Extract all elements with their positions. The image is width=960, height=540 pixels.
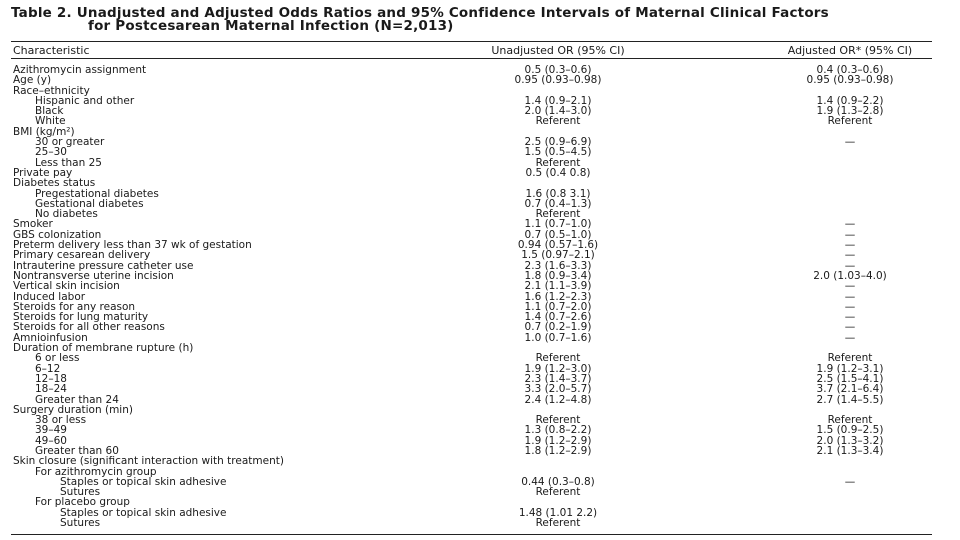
table-title-line-1: Table 2. Unadjusted and Adjusted Odds Ratios and 95% Confidence Intervals of Maternal Clinical Factors: [11, 5, 829, 21]
row-label: Surgery duration (min): [13, 403, 133, 416]
unadjusted-or-cell: 1.5 (0.97–2.1): [521, 249, 595, 262]
unadjusted-or-cell: 2.3 (1.4–3.7): [524, 372, 592, 385]
table-row: [0, 477, 960, 487]
table-row: [0, 384, 960, 394]
unadjusted-or-cell: 0.7 (0.5–1.0): [524, 228, 592, 241]
table-row: [0, 487, 960, 497]
adjusted-or-cell: 3.7 (2.1–6.4): [816, 383, 884, 396]
adjusted-or-cell: —: [844, 321, 856, 334]
unadjusted-or-cell: Referent: [535, 517, 581, 530]
adjusted-or-cell: 2.7 (1.4–5.5): [816, 393, 884, 406]
table-row: [0, 436, 960, 446]
row-label: Skin closure (significant interaction with treatment): [13, 455, 284, 468]
table-row: [0, 96, 960, 106]
table-row: [0, 271, 960, 281]
row-label: Gestational diabetes: [35, 197, 144, 210]
unadjusted-or-cell: 2.0 (1.4–3.0): [524, 105, 592, 118]
unadjusted-or-cell: 1.4 (0.9–2.1): [524, 94, 592, 107]
adjusted-or-cell: 1.5 (0.9–2.5): [816, 424, 884, 437]
table-row: [0, 405, 960, 415]
table-row: [0, 106, 960, 116]
adjusted-or-cell: Referent: [827, 414, 873, 427]
table-row: [0, 127, 960, 137]
table-row: [0, 189, 960, 199]
row-label: Private pay: [13, 166, 73, 179]
unadjusted-or-cell: 1.6 (0.8 3.1): [525, 187, 591, 200]
table-row: [0, 508, 960, 518]
row-label: Age (y): [13, 74, 52, 87]
row-label: 39–49: [35, 424, 67, 437]
adjusted-or-cell: 1.9 (1.3–2.8): [816, 105, 884, 118]
unadjusted-or-cell: 0.5 (0.4 0.8): [525, 166, 591, 179]
adjusted-or-cell: 0.95 (0.93–0.98): [806, 74, 894, 87]
row-label: Steroids for all other reasons: [13, 321, 165, 334]
unadjusted-or-cell: 0.44 (0.3–0.8): [521, 475, 595, 488]
row-label: Race–ethnicity: [13, 84, 90, 97]
table-row: [0, 209, 960, 219]
unadjusted-or-cell: Referent: [535, 486, 581, 499]
row-label: White: [35, 115, 66, 128]
adjusted-or-cell: 1.4 (0.9–2.2): [816, 94, 884, 107]
table-row: [0, 86, 960, 96]
adjusted-or-cell: —: [844, 475, 856, 488]
row-label: Greater than 60: [35, 444, 119, 457]
unadjusted-or-cell: 0.95 (0.93–0.98): [514, 74, 602, 87]
adjusted-or-cell: —: [844, 228, 856, 241]
table-body: [0, 65, 960, 528]
table-row: [0, 75, 960, 85]
table-row: [0, 343, 960, 353]
table-row: [0, 292, 960, 302]
table-row: [0, 322, 960, 332]
row-label: Intrauterine pressure catheter use: [13, 259, 194, 272]
row-label: Primary cesarean delivery: [13, 249, 151, 262]
adjusted-or-cell: 0.4 (0.3–0.6): [816, 64, 884, 76]
unadjusted-or-cell: 1.4 (0.7–2.6): [524, 311, 592, 324]
unadjusted-or-cell: 1.8 (0.9–3.4): [524, 269, 592, 282]
table-row: [0, 116, 960, 126]
table-bottom-rule: [11, 534, 932, 535]
table-row: [0, 353, 960, 363]
column-header-unadjusted: Unadjusted OR (95% CI): [491, 44, 625, 57]
row-label: Steroids for lung maturity: [13, 311, 149, 324]
adjusted-or-cell: —: [844, 300, 856, 313]
header-top-rule: [11, 41, 932, 42]
row-label: 49–60: [35, 434, 67, 447]
adjusted-or-cell: 2.1 (1.3–3.4): [816, 444, 884, 457]
column-header-characteristic: Characteristic: [13, 44, 90, 57]
adjusted-or-cell: —: [844, 136, 856, 149]
unadjusted-or-cell: 1.9 (1.2–3.0): [524, 362, 592, 375]
unadjusted-or-cell: Referent: [535, 156, 581, 169]
row-label: Pregestational diabetes: [35, 187, 159, 200]
row-label: Less than 25: [35, 156, 102, 169]
adjusted-or-cell: —: [844, 259, 856, 272]
adjusted-or-cell: —: [844, 311, 856, 324]
row-label: Hispanic and other: [35, 94, 135, 107]
unadjusted-or-cell: 0.94 (0.57–1.6): [517, 239, 599, 252]
row-label: Diabetes status: [13, 177, 96, 190]
table-title-line-2: for Postcesarean Maternal Infection (N=2,013): [88, 18, 454, 34]
unadjusted-or-cell: 1.1 (0.7–1.0): [524, 218, 592, 231]
table-row: [0, 281, 960, 291]
row-label: 30 or greater: [35, 136, 105, 149]
unadjusted-or-cell: 2.3 (1.6–3.3): [524, 259, 592, 272]
adjusted-or-cell: Referent: [827, 115, 873, 128]
table-row: [0, 219, 960, 229]
row-label: GBS colonization: [13, 228, 102, 241]
unadjusted-or-cell: 2.5 (0.9–6.9): [524, 136, 592, 149]
row-label: 12–18: [35, 372, 67, 385]
table-row: [0, 158, 960, 168]
adjusted-or-cell: —: [844, 239, 856, 252]
row-label: No diabetes: [35, 208, 98, 221]
unadjusted-or-cell: Referent: [535, 414, 581, 427]
row-label: Induced labor: [13, 290, 86, 303]
adjusted-or-cell: —: [844, 331, 856, 344]
row-label: 38 or less: [35, 414, 87, 427]
row-label: Steroids for any reason: [13, 300, 136, 313]
adjusted-or-cell: —: [844, 218, 856, 231]
adjusted-or-cell: Referent: [827, 352, 873, 365]
unadjusted-or-cell: Referent: [535, 115, 581, 128]
adjusted-or-cell: —: [844, 290, 856, 303]
table-row: [0, 364, 960, 374]
column-header-adjusted: Adjusted OR* (95% CI): [787, 44, 913, 57]
adjusted-or-cell: 2.5 (1.5–4.1): [816, 372, 884, 385]
row-label: Black: [35, 105, 64, 118]
row-label: For placebo group: [35, 496, 130, 509]
table-title: [11, 7, 946, 33]
row-label: Greater than 24: [35, 393, 119, 406]
row-label: Amnioinfusion: [13, 331, 88, 344]
unadjusted-or-cell: 1.48 (1.01 2.2): [518, 506, 598, 519]
table-row: [0, 374, 960, 384]
adjusted-or-cell: 2.0 (1.03–4.0): [813, 269, 887, 282]
table-row: [0, 425, 960, 435]
row-label: Sutures: [60, 486, 101, 499]
table-row: [0, 147, 960, 157]
table-row: [0, 168, 960, 178]
row-label: Preterm delivery less than 37 wk of gestation: [13, 239, 252, 252]
row-label: Staples or topical skin adhesive: [60, 475, 227, 488]
unadjusted-or-cell: 1.1 (0.7–2.0): [524, 300, 592, 313]
row-label: For azithromycin group: [35, 465, 157, 478]
adjusted-or-cell: —: [844, 249, 856, 262]
unadjusted-or-cell: 1.6 (1.2–2.3): [524, 290, 592, 303]
unadjusted-or-cell: 0.7 (0.4–1.3): [524, 197, 592, 210]
header-bottom-rule: [11, 58, 932, 59]
row-label: BMI (kg/m²): [13, 125, 75, 138]
table-row: [0, 395, 960, 405]
row-label: Azithromycin assignment: [13, 64, 147, 76]
row-label: 6–12: [35, 362, 61, 375]
adjusted-or-cell: 2.0 (1.3–3.2): [816, 434, 884, 447]
unadjusted-or-cell: 1.8 (1.2–2.9): [524, 444, 592, 457]
unadjusted-or-cell: Referent: [535, 208, 581, 221]
row-label: Nontransverse uterine incision: [13, 269, 174, 282]
unadjusted-or-cell: 0.7 (0.2–1.9): [524, 321, 592, 334]
adjusted-or-cell: —: [844, 280, 856, 293]
row-label: Duration of membrane rupture (h): [13, 342, 194, 355]
table-row: [0, 137, 960, 147]
unadjusted-or-cell: 2.1 (1.1–3.9): [524, 280, 592, 293]
unadjusted-or-cell: Referent: [535, 352, 581, 365]
adjusted-or-cell: 1.9 (1.2–3.1): [816, 362, 884, 375]
row-label: Vertical skin incision: [13, 280, 120, 293]
table-row: [0, 518, 960, 528]
unadjusted-or-cell: 2.4 (1.2–4.8): [524, 393, 592, 406]
unadjusted-or-cell: 1.0 (0.7–1.6): [524, 331, 592, 344]
row-label: Sutures: [60, 517, 101, 530]
unadjusted-or-cell: 1.5 (0.5–4.5): [524, 146, 592, 159]
unadjusted-or-cell: 3.3 (2.0–5.7): [524, 383, 592, 396]
row-label: 25–30: [35, 146, 67, 159]
row-label: 6 or less: [35, 352, 80, 365]
table-row: [0, 415, 960, 425]
unadjusted-or-cell: 1.9 (1.2–2.9): [524, 434, 592, 447]
unadjusted-or-cell: 0.5 (0.3–0.6): [524, 64, 592, 76]
row-label: Smoker: [13, 218, 53, 231]
unadjusted-or-cell: 1.3 (0.8–2.2): [524, 424, 592, 437]
row-label: Staples or topical skin adhesive: [60, 506, 227, 519]
row-label: 18–24: [35, 383, 67, 396]
table-row: [0, 199, 960, 209]
